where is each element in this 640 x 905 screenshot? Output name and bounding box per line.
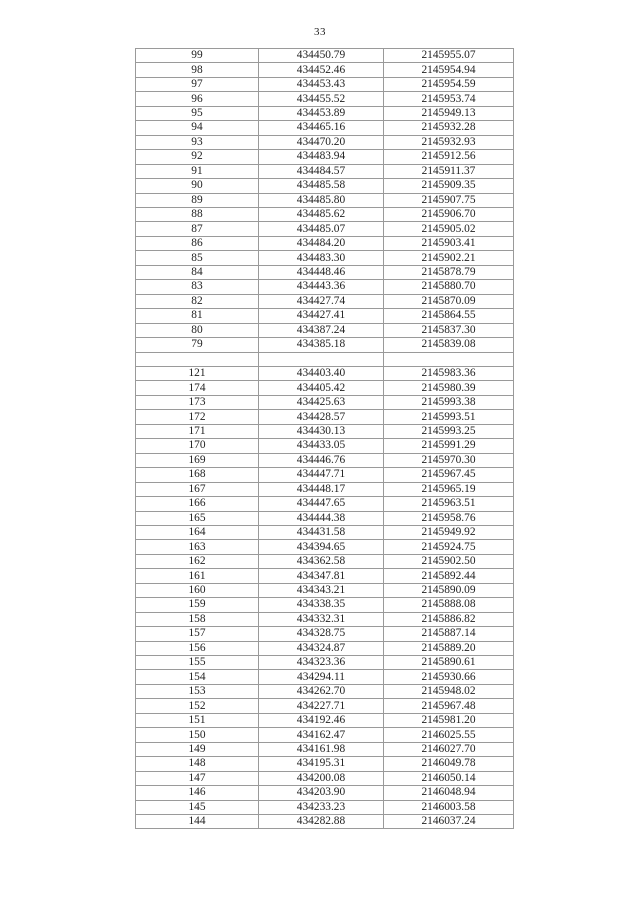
x-coordinate-cell: 434455.52 (259, 92, 384, 106)
point-number-cell: 157 (136, 627, 259, 641)
y-coordinate-cell: 2145963.51 (384, 497, 514, 511)
table-row (136, 77, 514, 91)
y-coordinate-cell: 2145949.13 (384, 106, 514, 120)
point-number-cell: 153 (136, 684, 259, 698)
table-row (136, 366, 514, 380)
y-coordinate-cell: 2145912.56 (384, 150, 514, 164)
point-number-cell: 152 (136, 699, 259, 713)
table-row (136, 497, 514, 511)
x-coordinate-cell: 434427.41 (259, 309, 384, 323)
y-coordinate-cell: 2145965.19 (384, 482, 514, 496)
x-coordinate-cell: 434431.58 (259, 525, 384, 539)
table-row (136, 525, 514, 539)
y-coordinate-cell: 2145932.28 (384, 121, 514, 135)
table-spacer-row (136, 352, 514, 366)
x-coordinate-cell: 434294.11 (259, 670, 384, 684)
point-number-cell: 83 (136, 280, 259, 294)
point-number-cell: 169 (136, 453, 259, 467)
point-number-cell: 172 (136, 410, 259, 424)
x-coordinate-cell: 434427.74 (259, 294, 384, 308)
y-coordinate-cell: 2145930.66 (384, 670, 514, 684)
x-coordinate-cell: 434485.80 (259, 193, 384, 207)
table-row (136, 395, 514, 409)
x-coordinate-cell: 434195.31 (259, 757, 384, 771)
point-number-cell: 86 (136, 236, 259, 250)
point-number-cell: 121 (136, 366, 259, 380)
x-coordinate-cell: 434162.47 (259, 728, 384, 742)
y-coordinate-cell: 2145983.36 (384, 366, 514, 380)
x-coordinate-cell: 434446.76 (259, 453, 384, 467)
x-coordinate-cell: 434485.07 (259, 222, 384, 236)
table-row (136, 207, 514, 221)
y-coordinate-cell: 2145906.70 (384, 207, 514, 221)
x-coordinate-cell: 434444.38 (259, 511, 384, 525)
x-coordinate-cell: 434385.18 (259, 338, 384, 352)
point-number-cell: 144 (136, 815, 259, 829)
point-number-cell: 154 (136, 670, 259, 684)
coordinates-table-body (136, 49, 514, 829)
point-number-cell: 155 (136, 656, 259, 670)
point-number-cell: 85 (136, 251, 259, 265)
x-coordinate-cell: 434447.65 (259, 497, 384, 511)
x-coordinate-cell: 434332.31 (259, 612, 384, 626)
point-number-cell: 95 (136, 106, 259, 120)
y-coordinate-cell (384, 352, 514, 366)
y-coordinate-cell: 2145993.25 (384, 424, 514, 438)
point-number-cell: 162 (136, 554, 259, 568)
y-coordinate-cell: 2146025.55 (384, 728, 514, 742)
y-coordinate-cell: 2145967.45 (384, 468, 514, 482)
point-number-cell: 79 (136, 338, 259, 352)
table-row (136, 309, 514, 323)
point-number-cell: 82 (136, 294, 259, 308)
table-row (136, 713, 514, 727)
table-row (136, 728, 514, 742)
table-row (136, 338, 514, 352)
table-row (136, 135, 514, 149)
point-number-cell: 148 (136, 757, 259, 771)
y-coordinate-cell: 2145953.74 (384, 92, 514, 106)
y-coordinate-cell: 2145870.09 (384, 294, 514, 308)
table-row (136, 410, 514, 424)
table-row (136, 627, 514, 641)
point-number-cell: 151 (136, 713, 259, 727)
y-coordinate-cell: 2145902.21 (384, 251, 514, 265)
y-coordinate-cell: 2145839.08 (384, 338, 514, 352)
point-number-cell: 173 (136, 395, 259, 409)
table-row (136, 294, 514, 308)
x-coordinate-cell: 434324.87 (259, 641, 384, 655)
point-number-cell: 168 (136, 468, 259, 482)
point-number-cell: 98 (136, 63, 259, 77)
table-row (136, 641, 514, 655)
page-number: 33 (314, 26, 326, 38)
x-coordinate-cell: 434203.90 (259, 786, 384, 800)
y-coordinate-cell: 2145892.44 (384, 569, 514, 583)
x-coordinate-cell: 434485.58 (259, 179, 384, 193)
y-coordinate-cell: 2145890.09 (384, 583, 514, 597)
table-row (136, 179, 514, 193)
x-coordinate-cell: 434227.71 (259, 699, 384, 713)
y-coordinate-cell: 2145954.59 (384, 77, 514, 91)
coordinates-table-container (135, 48, 510, 829)
x-coordinate-cell: 434262.70 (259, 684, 384, 698)
y-coordinate-cell: 2145889.20 (384, 641, 514, 655)
x-coordinate-cell: 434483.94 (259, 150, 384, 164)
point-number-cell: 89 (136, 193, 259, 207)
x-coordinate-cell: 434328.75 (259, 627, 384, 641)
x-coordinate-cell: 434443.36 (259, 280, 384, 294)
point-number-cell: 91 (136, 164, 259, 178)
table-row (136, 424, 514, 438)
point-number-cell: 93 (136, 135, 259, 149)
table-row (136, 670, 514, 684)
table-row (136, 482, 514, 496)
point-number-cell: 145 (136, 800, 259, 814)
x-coordinate-cell: 434362.58 (259, 554, 384, 568)
table-row (136, 453, 514, 467)
point-number-cell: 167 (136, 482, 259, 496)
y-coordinate-cell: 2145954.94 (384, 63, 514, 77)
x-coordinate-cell: 434233.23 (259, 800, 384, 814)
point-number-cell: 80 (136, 323, 259, 337)
x-coordinate-cell: 434387.24 (259, 323, 384, 337)
table-row (136, 583, 514, 597)
y-coordinate-cell: 2146050.14 (384, 771, 514, 785)
table-row (136, 280, 514, 294)
y-coordinate-cell: 2145909.35 (384, 179, 514, 193)
x-coordinate-cell: 434447.71 (259, 468, 384, 482)
x-coordinate-cell: 434430.13 (259, 424, 384, 438)
y-coordinate-cell: 2146003.58 (384, 800, 514, 814)
x-coordinate-cell: 434450.79 (259, 49, 384, 63)
y-coordinate-cell: 2145902.50 (384, 554, 514, 568)
point-number-cell: 90 (136, 179, 259, 193)
table-row (136, 569, 514, 583)
x-coordinate-cell: 434452.46 (259, 63, 384, 77)
y-coordinate-cell: 2145907.75 (384, 193, 514, 207)
point-number-cell: 146 (136, 786, 259, 800)
table-row (136, 164, 514, 178)
x-coordinate-cell: 434453.43 (259, 77, 384, 91)
y-coordinate-cell: 2146027.70 (384, 742, 514, 756)
point-number-cell (136, 352, 259, 366)
x-coordinate-cell: 434338.35 (259, 598, 384, 612)
table-row (136, 251, 514, 265)
y-coordinate-cell: 2145924.75 (384, 540, 514, 554)
point-number-cell: 158 (136, 612, 259, 626)
x-coordinate-cell: 434192.46 (259, 713, 384, 727)
x-coordinate-cell (259, 352, 384, 366)
table-row (136, 771, 514, 785)
y-coordinate-cell: 2145991.29 (384, 439, 514, 453)
y-coordinate-cell: 2145911.37 (384, 164, 514, 178)
y-coordinate-cell: 2145981.20 (384, 713, 514, 727)
table-row (136, 381, 514, 395)
point-number-cell: 88 (136, 207, 259, 221)
point-number-cell: 92 (136, 150, 259, 164)
y-coordinate-cell: 2145837.30 (384, 323, 514, 337)
point-number-cell: 96 (136, 92, 259, 106)
point-number-cell: 81 (136, 309, 259, 323)
point-number-cell: 87 (136, 222, 259, 236)
x-coordinate-cell: 434433.05 (259, 439, 384, 453)
table-row (136, 757, 514, 771)
x-coordinate-cell: 434485.62 (259, 207, 384, 221)
y-coordinate-cell: 2145993.38 (384, 395, 514, 409)
table-row (136, 468, 514, 482)
point-number-cell: 149 (136, 742, 259, 756)
table-row (136, 786, 514, 800)
y-coordinate-cell: 2146049.78 (384, 757, 514, 771)
y-coordinate-cell: 2145890.61 (384, 656, 514, 670)
table-row (136, 222, 514, 236)
point-number-cell: 174 (136, 381, 259, 395)
point-number-cell: 163 (136, 540, 259, 554)
y-coordinate-cell: 2145970.30 (384, 453, 514, 467)
table-row (136, 815, 514, 829)
x-coordinate-cell: 434484.20 (259, 236, 384, 250)
y-coordinate-cell: 2145948.02 (384, 684, 514, 698)
point-number-cell: 170 (136, 439, 259, 453)
table-row (136, 656, 514, 670)
x-coordinate-cell: 434470.20 (259, 135, 384, 149)
x-coordinate-cell: 434161.98 (259, 742, 384, 756)
point-number-cell: 164 (136, 525, 259, 539)
x-coordinate-cell: 434343.21 (259, 583, 384, 597)
point-number-cell: 147 (136, 771, 259, 785)
table-row (136, 193, 514, 207)
x-coordinate-cell: 434347.81 (259, 569, 384, 583)
y-coordinate-cell: 2145880.70 (384, 280, 514, 294)
y-coordinate-cell: 2145967.48 (384, 699, 514, 713)
point-number-cell: 159 (136, 598, 259, 612)
x-coordinate-cell: 434448.17 (259, 482, 384, 496)
x-coordinate-cell: 434282.88 (259, 815, 384, 829)
table-row (136, 598, 514, 612)
table-row (136, 106, 514, 120)
table-row (136, 439, 514, 453)
x-coordinate-cell: 434403.40 (259, 366, 384, 380)
y-coordinate-cell: 2145955.07 (384, 49, 514, 63)
point-number-cell: 171 (136, 424, 259, 438)
y-coordinate-cell: 2145888.08 (384, 598, 514, 612)
x-coordinate-cell: 434200.08 (259, 771, 384, 785)
x-coordinate-cell: 434483.30 (259, 251, 384, 265)
coordinates-table (135, 48, 514, 829)
y-coordinate-cell: 2145878.79 (384, 265, 514, 279)
point-number-cell: 97 (136, 77, 259, 91)
table-row (136, 49, 514, 63)
x-coordinate-cell: 434323.36 (259, 656, 384, 670)
table-row (136, 742, 514, 756)
point-number-cell: 161 (136, 569, 259, 583)
table-row (136, 612, 514, 626)
point-number-cell: 165 (136, 511, 259, 525)
y-coordinate-cell: 2145993.51 (384, 410, 514, 424)
y-coordinate-cell: 2145903.41 (384, 236, 514, 250)
point-number-cell: 160 (136, 583, 259, 597)
point-number-cell: 150 (136, 728, 259, 742)
x-coordinate-cell: 434453.89 (259, 106, 384, 120)
y-coordinate-cell: 2146048.94 (384, 786, 514, 800)
x-coordinate-cell: 434465.16 (259, 121, 384, 135)
point-number-cell: 84 (136, 265, 259, 279)
y-coordinate-cell: 2145905.02 (384, 222, 514, 236)
y-coordinate-cell: 2145949.92 (384, 525, 514, 539)
table-row (136, 540, 514, 554)
y-coordinate-cell: 2145864.55 (384, 309, 514, 323)
point-number-cell: 166 (136, 497, 259, 511)
point-number-cell: 156 (136, 641, 259, 655)
table-row (136, 684, 514, 698)
table-row (136, 554, 514, 568)
table-row (136, 323, 514, 337)
point-number-cell: 94 (136, 121, 259, 135)
y-coordinate-cell: 2146037.24 (384, 815, 514, 829)
y-coordinate-cell: 2145887.14 (384, 627, 514, 641)
y-coordinate-cell: 2145886.82 (384, 612, 514, 626)
x-coordinate-cell: 434405.42 (259, 381, 384, 395)
x-coordinate-cell: 434428.57 (259, 410, 384, 424)
x-coordinate-cell: 434484.57 (259, 164, 384, 178)
y-coordinate-cell: 2145932.93 (384, 135, 514, 149)
y-coordinate-cell: 2145958.76 (384, 511, 514, 525)
table-row (136, 121, 514, 135)
point-number-cell: 99 (136, 49, 259, 63)
y-coordinate-cell: 2145980.39 (384, 381, 514, 395)
table-row (136, 699, 514, 713)
table-row (136, 63, 514, 77)
table-row (136, 236, 514, 250)
table-row (136, 150, 514, 164)
table-row (136, 511, 514, 525)
table-row (136, 800, 514, 814)
x-coordinate-cell: 434448.46 (259, 265, 384, 279)
x-coordinate-cell: 434425.63 (259, 395, 384, 409)
table-row (136, 92, 514, 106)
x-coordinate-cell: 434394.65 (259, 540, 384, 554)
table-row (136, 265, 514, 279)
